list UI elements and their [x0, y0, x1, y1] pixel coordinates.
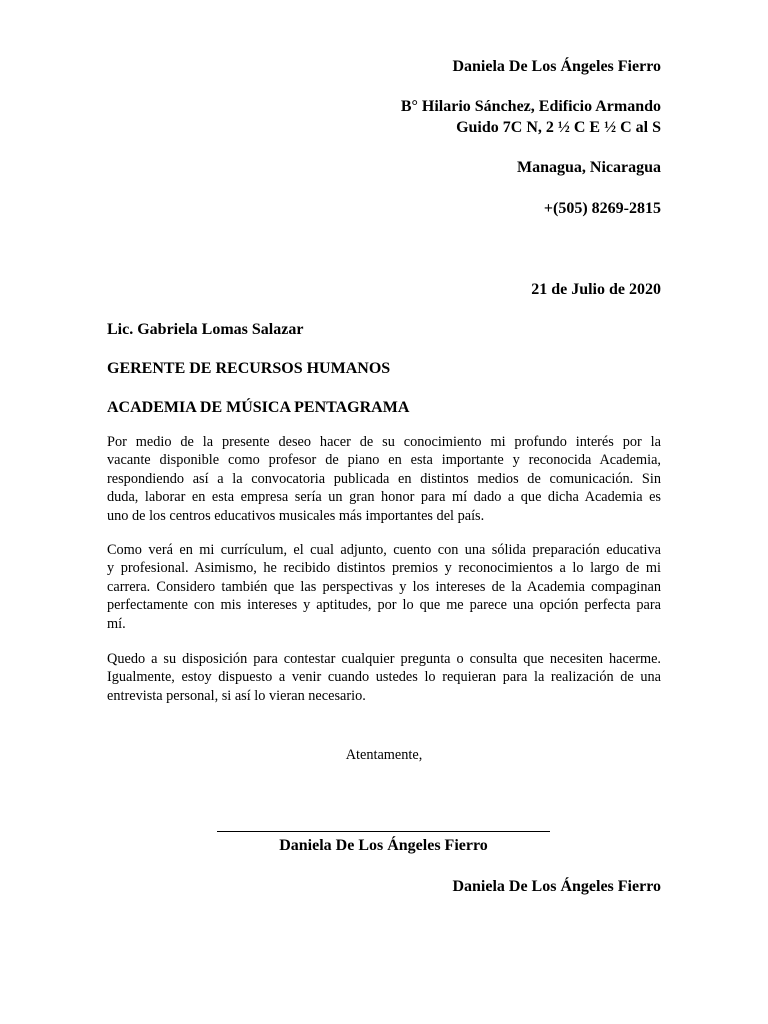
signature-line [217, 831, 550, 832]
paragraph-line: Quedo a su disposición para contestar cualquier pregunta o consulta que necesiten hacerme. [107, 651, 661, 667]
recipient-name: Lic. Gabriela Lomas Salazar [107, 321, 304, 338]
paragraph-line: duda, laborar en esta empresa sería un gran honor para mí dado a que dicha Academia es [107, 489, 661, 506]
body-paragraph-2 [107, 541, 661, 633]
body-paragraph-1 [107, 433, 661, 525]
paragraph-line: Por medio de la presente deseo hacer de su conocimiento mi profundo interés por la [107, 434, 661, 450]
paragraph-line: respondiendo así a la convocatoria publicada en distintos medios de comunicación. Sin [107, 470, 661, 487]
paragraph-line: vacante disponible como profesor de piano en esta importante y reconocida Academia, [107, 452, 661, 469]
body-paragraph-3 [107, 650, 661, 705]
closing-text: Atentamente, [345, 747, 423, 763]
paragraph-line: uno de los centros educativos musicales más importantes del país. [107, 507, 485, 524]
recipient-position: GERENTE DE RECURSOS HUMANOS [107, 360, 391, 377]
letter-date: 21 de Julio de 2020 [531, 281, 661, 298]
sender-name: Daniela De Los Ángeles Fierro [452, 58, 661, 75]
paragraph-line: Como verá en mi currículum, el cual adjunto, cuento con una sólida preparación educativa [107, 542, 661, 558]
sender-phone: +(505) 8269-2815 [543, 200, 661, 217]
paragraph-line: y profesional. Asimismo, he recibido distintos premios y reconocimientos a lo largo de mi [107, 560, 661, 577]
sender-address-line1: B° Hilario Sánchez, Edificio Armando [400, 98, 661, 115]
paragraph-line: mí. [107, 615, 126, 632]
footer-name: Daniela De Los Ángeles Fierro [452, 878, 661, 895]
sender-city: Managua, Nicaragua [517, 159, 661, 176]
paragraph-line: carrera. Considero también que las perspectivas y los intereses de la Academia compaginan [107, 578, 661, 595]
sender-address-line2: Guido 7C N, 2 ½ C E ½ C al S [456, 119, 661, 136]
signature-name: Daniela De Los Ángeles Fierro [279, 837, 488, 854]
recipient-organization: ACADEMIA DE MÚSICA PENTAGRAMA [107, 399, 410, 416]
paragraph-line: entrevista personal, si así lo vieran necesario. [107, 687, 366, 704]
paragraph-line: Igualmente, estoy dispuesto a venir cuando ustedes lo requieran para la realización de una [107, 669, 661, 686]
paragraph-line: perfectamente con mis intereses y aptitudes, por lo que me parece una opción perfecta para [107, 597, 661, 614]
